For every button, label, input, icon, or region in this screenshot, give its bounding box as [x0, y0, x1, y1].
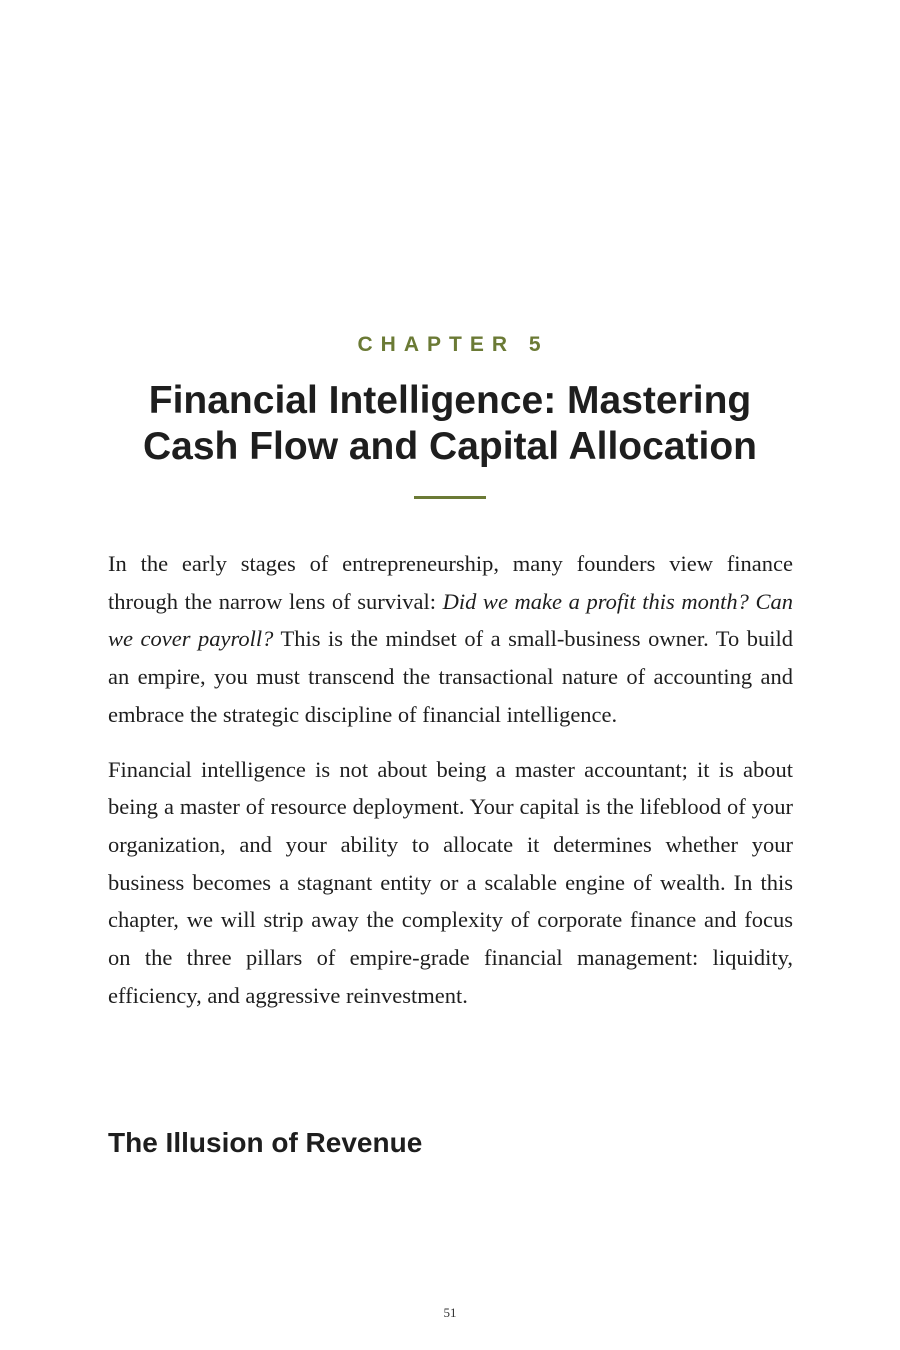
title-divider [414, 496, 486, 499]
section-heading: The Illusion of Revenue [108, 1127, 423, 1158]
body-paragraph-1 [108, 545, 793, 734]
chapter-title: Financial Intelligence: Mastering Cash Flow and Capital Allocation [143, 379, 757, 468]
paragraph-1-italic-questions: Did we make a profit this month? Can we cover payroll? [108, 588, 793, 652]
chapter-label: CHAPTER 5 [357, 333, 549, 356]
body-paragraph-2: Financial intelligence is not about being a master accountant; it is about being a master of resource deployment. Your capital is the lifeblood of your organization, and your ability to allocate it determines whether your business becomes a stagnant entity or a scalable engine of wealth. In this chapter, we will strip away the complexity of corporate finance and focus on the three pillars of empire-grade financial management: liquidity, efficiency, and aggressive reinvestment. [108, 756, 793, 1008]
paragraph-1-text-end: This is the mindset of a small-business owner. To build an empire, you must transcend the transactional nature of accounting and embrace the strategic discipline of financial intelligence. [108, 626, 793, 727]
chapter-body [108, 545, 793, 1031]
page-number: 51 [443, 1305, 457, 1320]
paragraph-1-text-start: In the early stages of entrepreneurship, many founders view finance through the narrow lens of survival: [108, 551, 793, 614]
